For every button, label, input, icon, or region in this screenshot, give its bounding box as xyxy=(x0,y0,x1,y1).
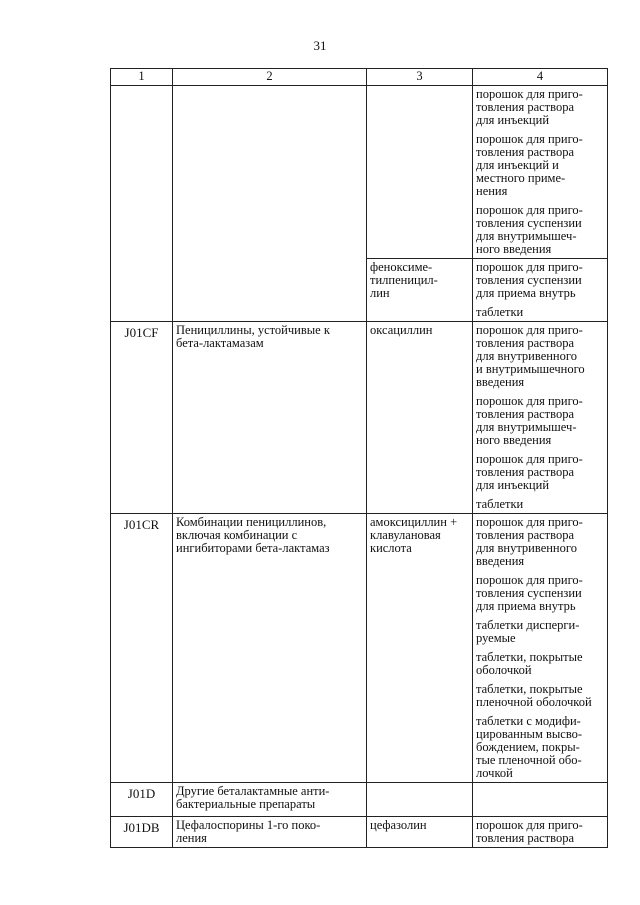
dosage-form: порошок для приго- товления раствора xyxy=(476,818,583,845)
dosage-form: порошок для приго- товления раствора для инъекций xyxy=(476,87,583,127)
table-row xyxy=(111,86,608,259)
dosage-forms xyxy=(473,817,608,848)
dosage-form: порошок для приго- товления раствора для инъекций и местного приме- нения xyxy=(476,132,583,198)
column-header: 4 xyxy=(473,69,608,86)
page-number: 31 xyxy=(313,38,327,53)
table-row xyxy=(111,514,608,783)
dosage-form: порошок для приго- товления раствора для внутривенного и внутримышечного введения xyxy=(476,323,585,389)
dosage-form: таблетки xyxy=(476,305,524,319)
atc-code: J01CR xyxy=(111,514,173,783)
dosage-form: таблетки с модифи- цированным высво- бождением, покры- тые пленочной обо- лочкой xyxy=(476,714,583,780)
drug-name: цефазолин xyxy=(367,817,473,848)
dosage-form: таблетки xyxy=(476,497,524,511)
table-row xyxy=(111,817,608,848)
drug-table xyxy=(110,68,608,848)
pharmacological-group xyxy=(173,86,367,322)
drug-name: феноксиме- тилпеницил- лин xyxy=(367,259,473,322)
atc-code xyxy=(111,86,173,322)
atc-code: J01CF xyxy=(111,322,173,514)
table-header-row xyxy=(111,69,608,86)
column-header: 2 xyxy=(173,69,367,86)
dosage-form: порошок для приго- товления раствора для инъекций xyxy=(476,452,583,492)
drug-name xyxy=(367,783,473,817)
table-row xyxy=(111,783,608,817)
atc-code: J01DB xyxy=(111,817,173,848)
dosage-form: таблетки дисперги- руемые xyxy=(476,618,580,645)
dosage-form: таблетки, покрытые оболочкой xyxy=(476,650,583,677)
dosage-form: порошок для приго- товления суспензии для приема внутрь xyxy=(476,573,583,613)
table-body xyxy=(111,86,608,848)
dosage-form: порошок для приго- товления раствора для внутримышеч- ного введения xyxy=(476,394,583,447)
pharmacological-group: Цефалоспорины 1-го поко- ления xyxy=(173,817,367,848)
column-header: 1 xyxy=(111,69,173,86)
pharmacological-group: Другие беталактамные анти- бактериальные препараты xyxy=(173,783,367,817)
dosage-forms xyxy=(473,322,608,514)
column-header: 3 xyxy=(367,69,473,86)
dosage-form: таблетки, покрытые пленочной оболочкой xyxy=(476,682,592,709)
dosage-forms xyxy=(473,86,608,259)
dosage-form: порошок для приго- товления суспензии для приема внутрь xyxy=(476,260,583,300)
pharmacological-group: Пенициллины, устойчивые к бета-лактамазам xyxy=(173,322,367,514)
table-row xyxy=(111,322,608,514)
pharmacological-group: Комбинации пенициллинов, включая комбинации с ингибиторами бета-лактамаз xyxy=(173,514,367,783)
dosage-forms xyxy=(473,514,608,783)
dosage-forms xyxy=(473,783,608,817)
drug-name: амоксициллин + клавулановая кислота xyxy=(367,514,473,783)
dosage-form: порошок для приго- товления раствора для внутривенного введения xyxy=(476,515,583,568)
drug-name: оксациллин xyxy=(367,322,473,514)
dosage-form: порошок для приго- товления суспензии для внутримышеч- ного введения xyxy=(476,203,583,256)
dosage-forms xyxy=(473,259,608,322)
drug-name xyxy=(367,86,473,259)
atc-code: J01D xyxy=(111,783,173,817)
